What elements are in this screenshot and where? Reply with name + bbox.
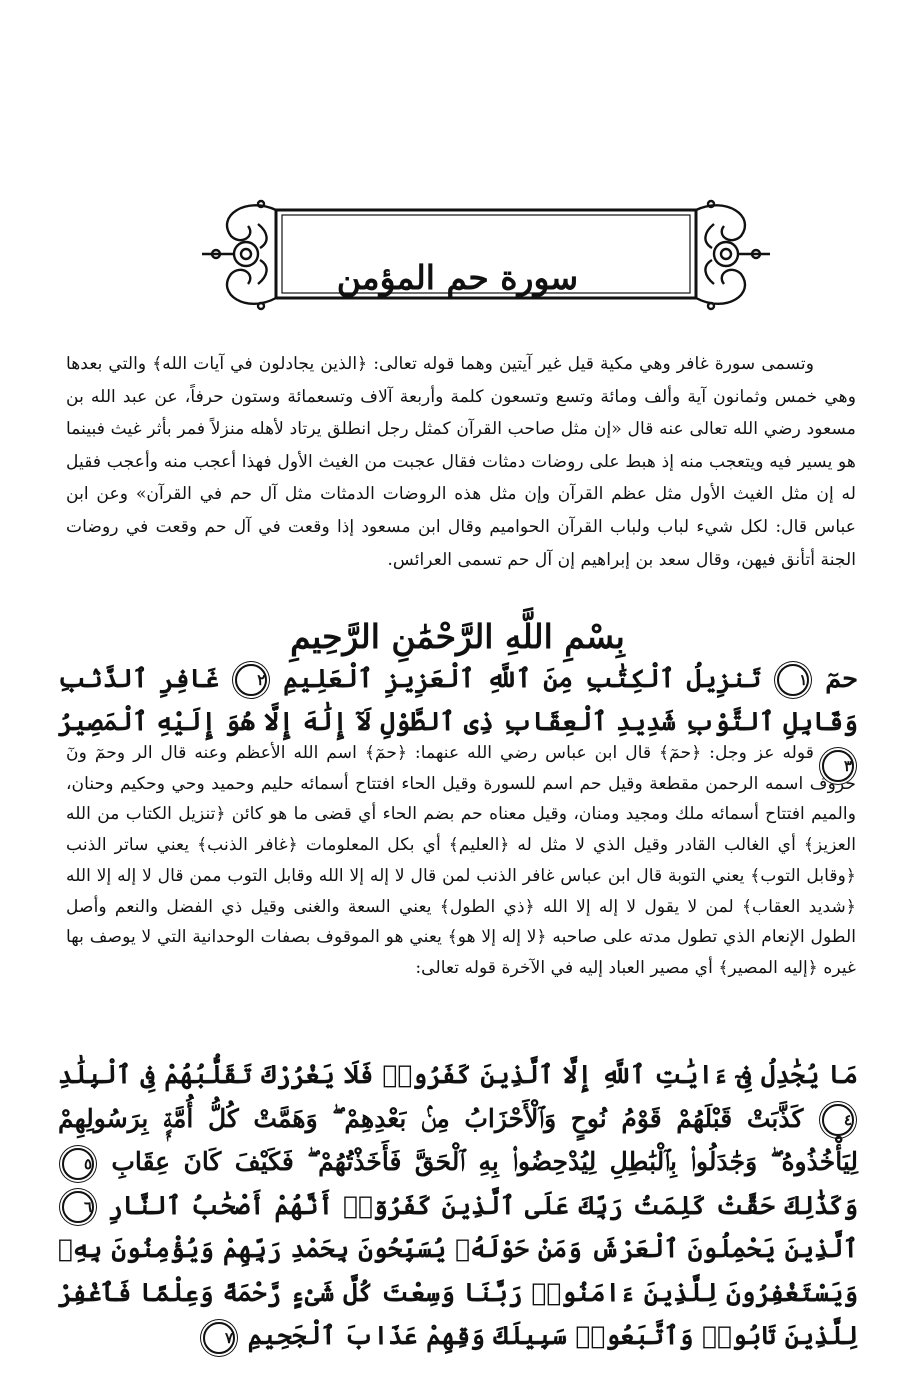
verse-text: ٱلَّذِينَ يَحْمِلُونَ ٱلْعَرْشَ وَمَنْ حَوْلَهُۥ يُسَبِّحُونَ بِحَمْدِ رَبِّهِمْ وَيُؤْمِنُونَ بِهِۦ وَيَسْتَغْفِرُونَ لِلَّذِينَ ءَامَنُوا۟ رَبَّنَا وَسِعْتَ كُلَّ شَىْءٍ رَّحْمَةً وَعِلْمًا فَٱغْفِرْ لِلَّذِينَ تَابُوا۟ وَٱتَّبَعُوا۟ سَبِيلَكَ وَقِهِمْ عَذَابَ ٱلْجَحِيمِ [58, 1234, 858, 1350]
ayah-number-marker: ٤ [822, 1104, 854, 1136]
verse-text: تَنزِيلُ ٱلْكِتَٰبِ مِنَ ٱللَّهِ ٱلْعَزِيزِ ٱلْعَلِيمِ [283, 664, 762, 694]
ayah-number-marker: ٦ [62, 1191, 94, 1223]
ayah-number-marker: ١ [777, 664, 809, 696]
surah-title: سورة حم المؤمن [336, 258, 579, 297]
verses-block-2 [58, 1053, 858, 1358]
ayah-number-marker: ٢ [235, 664, 267, 696]
intro-paragraph: وتسمى سورة غافر وهي مكية قيل غير آيتين وهما قوله تعالى: ﴿الذين يجادلون في آيات الله﴾ والتي بعدها وهي خمس وثمانون آية وألف ومائة وتسع وتسعون كلمة وأربعة آلاف وتسعمائة وستون حرفاً، عن عبد الله بن مسعود رضي الله تعالى عنه قال «إن مثل صاحب القرآن كمثل رجل انطلق يرتاد لأهله منزلاً فمر بأثر غيث فبينما هو يسير فيه ويتعجب منه إذ هبط على روضات دمثات فقال عجبت من الغيث الأول فهذا أعجب منه وأعجب فقيل له إن مثل الغيث الأول مثل عظم القرآن وإن مثل هذه الروضات الدمثات مثل آل حم في القرآن» وعن ابن عباس قال: لكل شيء لباب ولباب القرآن الحواميم وقال ابن مسعود إذا وقعت في آل حم وقعت في روضات الجنة أتأنق فيهن، وقال سعد بن إبراهيم إن آل حم تسمى العرائس. [66, 354, 856, 570]
basmala: بِسْمِ اللَّهِ الرَّحْمَٰنِ الرَّحِيمِ [290, 617, 625, 656]
verse-text: وَكَذَٰلِكَ حَقَّتْ كَلِمَتُ رَبِّكَ عَلَى ٱلَّذِينَ كَفَرُوٓا۟ أَنَّهُمْ أَصْحَٰبُ ٱلنَّارِ [108, 1190, 858, 1220]
verse-text: مَا يُجَٰدِلُ فِىٓ ءَايَٰتِ ٱللَّهِ إِلَّا ٱلَّذِينَ كَفَرُوا۟ فَلَا يَغْرُرْكَ تَقَلُّبُهُمْ فِى ٱلْبِلَٰدِ [58, 1060, 858, 1089]
ayah-number-marker: ٧ [203, 1322, 235, 1354]
ayah-number-marker: ٣ [822, 750, 854, 782]
commentary-section [66, 738, 856, 984]
intro-section [66, 348, 856, 576]
verse-text: غَافِرِ ٱلذَّنۢبِ وَقَابِلِ ٱلتَّوْبِ شَدِيدِ ٱلْعِقَابِ ذِى ٱلطَّوْلِ لَآ إِلَٰهَ إِلَّا هُوَ إِلَيْهِ ٱلْمَصِيرُ [58, 664, 858, 737]
verse-text: كَذَّبَتْ قَبْلَهُمْ قَوْمُ نُوحٍ وَٱلْأَحْزَابُ مِنۢ بَعْدِهِمْ ۖ وَهَمَّتْ كُلُّ أُمَّةٍۭ بِرَسُولِهِمْ لِيَأْخُذُوهُ ۖ وَجَٰدَلُوا۟ بِٱلْبَٰطِلِ لِيُدْحِضُوا۟ بِهِ ٱلْحَقَّ فَأَخَذْتُهُمْ ۖ فَكَيْفَ كَانَ عِقَابِ [58, 1103, 858, 1176]
verse-text: حمٓ [825, 664, 858, 694]
ayah-number-marker: ٥ [62, 1148, 94, 1180]
commentary-paragraph: قوله عز وجل: ﴿حمٓ﴾ قال ابن عباس رضي الله عنهما: ﴿حمٓ﴾ اسم الله الأعظم وعنه قال الر وحمٓ ونٓ حروف اسمه الرحمن مقطعة وقيل حم اسم للسورة وقيل الحاء افتتاح أسمائه حليم وحميد وحي وحكيم وحنان، والميم افتتاح أسمائه ملك ومجيد ومنان، وقيل معناه حم بضم الحاء أي قضى ما هو كائن ﴿تنزيل الكتاب من الله العزيز﴾ أي الغالب القادر وقيل الذي لا مثل له ﴿العليم﴾ أي بكل المعلومات ﴿غافر الذنب﴾ يعني ساتر الذنب ﴿وقابل التوب﴾ يعني التوبة قال ابن عباس غافر الذنب لمن قال لا إله إلا الله وقابل التوب ممن قال لا إله إلا الله ﴿شديد العقاب﴾ لمن لا يقول لا إله إلا الله ﴿ذي الطول﴾ يعني السعة والغنى وقيل ذي الفضل والنعم وأصل الطول الإنعام الذي تطول مدته على صاحبه ﴿لا إله إلا هو﴾ يعني هو الموقوف بصفات الوحدانية التي لا يوصف بها غيره ﴿إليه المصير﴾ أي مصير العباد إليه في الآخرة قوله تعالى: [66, 743, 856, 978]
